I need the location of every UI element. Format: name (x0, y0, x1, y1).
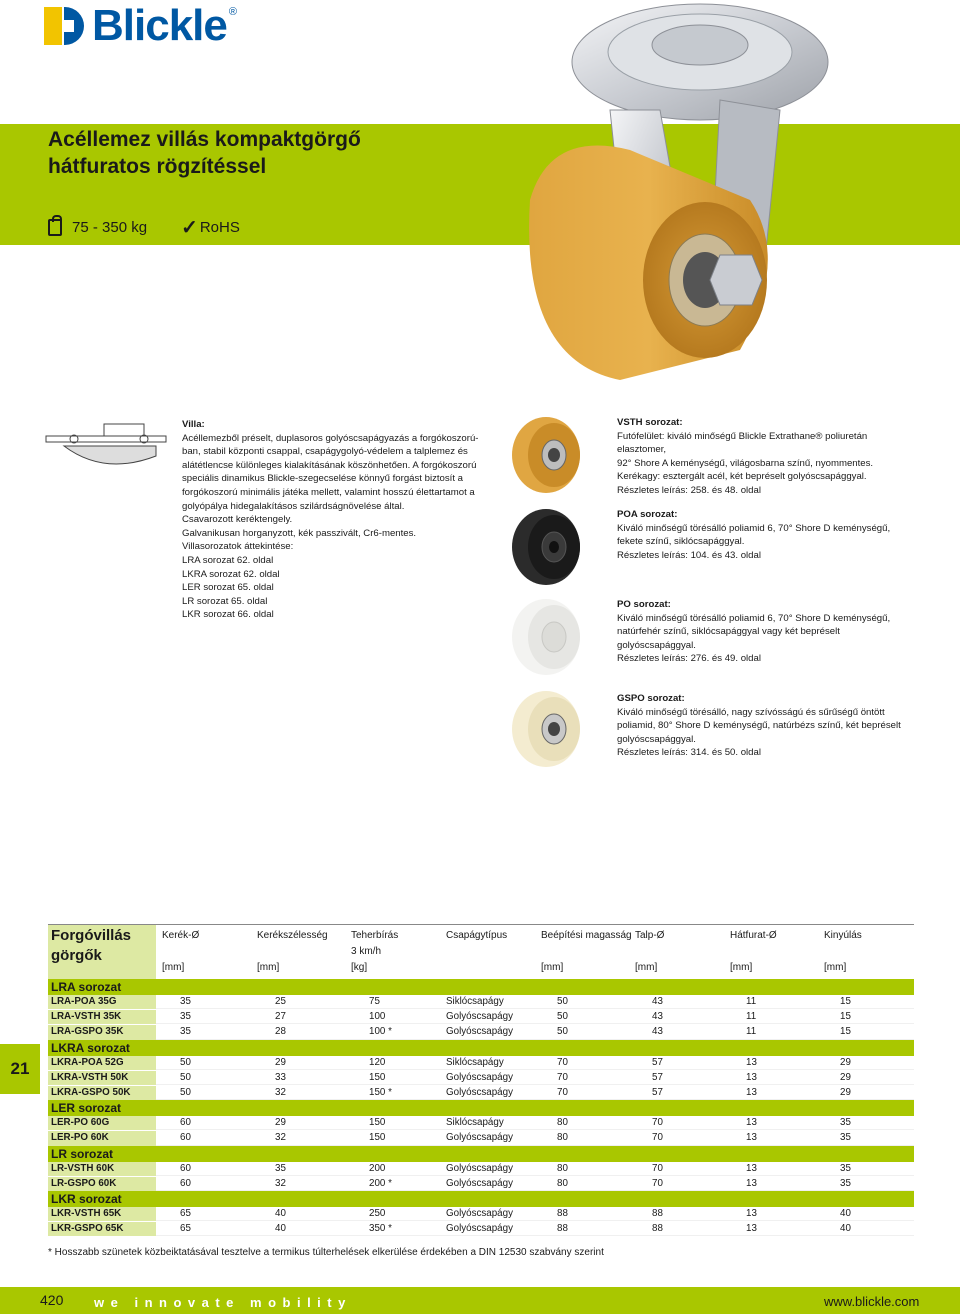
footer-url[interactable]: www.blickle.com (824, 1294, 920, 1309)
table-row (48, 995, 914, 1009)
fork-text-line: golyópálya hidegalakításos szilárdságnövelése által. (182, 500, 405, 512)
gspo-wheel-image (508, 688, 590, 770)
table-cell: 75 (369, 996, 380, 1007)
table-cell: Golyóscsapágy (446, 1086, 513, 1098)
table-row (48, 1070, 914, 1085)
article-number: LKRA-VSTH 50K (51, 1071, 129, 1083)
table-cell: 80 (557, 1177, 568, 1189)
brand-name: Blickle (92, 1, 227, 50)
po-wheel-image (508, 596, 590, 678)
table-cell: 29 (275, 1056, 286, 1068)
article-number: LKRA-POA 52G (51, 1056, 124, 1068)
column-header (162, 928, 199, 976)
table-cell: 43 (652, 1011, 663, 1023)
series-group-row (48, 979, 914, 995)
table-cell: 35 (180, 996, 191, 1007)
column-header-line: Beépítési magasság (541, 930, 632, 941)
table-row (48, 1085, 914, 1100)
table-cell: 70 (652, 1132, 663, 1144)
fork-text-line: speciális dinamikus Blickle-szegecselése könnyű forgást biztosít a (182, 473, 464, 485)
series-text-line: Kiváló minőségű törésálló poliamid 6, 70° Shore D keménységű, (617, 522, 891, 534)
fork-text-line: alátétlencse különleges kialakításának köszönhetően. A forgókoszorú (182, 459, 477, 471)
product-table (48, 924, 914, 1236)
table-cell: 35 (840, 1177, 851, 1189)
table-cell: Siklócsapágy (446, 1056, 504, 1068)
table-cell: 15 (840, 996, 851, 1007)
rohs-label: RoHS (199, 219, 240, 236)
table-cell: 35 (840, 1117, 851, 1129)
table-cell: 57 (652, 1056, 663, 1068)
column-header-line: 3 km/h (351, 946, 382, 957)
series-gspo (617, 692, 917, 760)
column-header-line: Teherbírás (351, 930, 399, 941)
table-cell: 57 (652, 1086, 663, 1098)
series-group-row (48, 1040, 914, 1056)
table-cell: 150 (369, 1117, 386, 1129)
table-cell: 13 (746, 1162, 757, 1174)
table-cell: 57 (652, 1071, 663, 1083)
table-cell: 200 * (369, 1177, 392, 1189)
table-cell: 11 (746, 1011, 757, 1023)
table-cell: Golyóscsapágy (446, 1026, 513, 1038)
table-cell: 65 (180, 1223, 191, 1235)
column-header-line: Talp-Ø (635, 930, 665, 941)
column-header-line: [mm] (635, 962, 658, 973)
table-cell: 13 (746, 1071, 757, 1083)
article-number: LR-VSTH 60K (51, 1162, 115, 1174)
table-cell: 33 (275, 1071, 286, 1083)
table-cell: 13 (746, 1117, 757, 1129)
column-header-line: [kg] (351, 962, 368, 973)
table-cell: 88 (652, 1223, 663, 1235)
table-cell: 88 (557, 1223, 568, 1235)
series-text-line: Kiváló minőségű törésálló poliamid 6, 70° Shore D keménységű, (617, 612, 891, 624)
table-cell: 40 (840, 1223, 851, 1235)
article-number: LKR-GSPO 65K (51, 1223, 124, 1235)
table-cell: 13 (746, 1223, 757, 1235)
series-group-row (48, 1191, 914, 1207)
table-cell: 50 (557, 996, 568, 1007)
table-cell: 13 (746, 1177, 757, 1189)
column-header-line: Hátfurat-Ø (730, 930, 777, 941)
article-number: LRA-VSTH 35K (51, 1011, 122, 1023)
title-line-1: Acéllemez villás kompaktgörgő (48, 128, 361, 151)
column-header (635, 928, 664, 976)
series-group-label: LKRA sorozat (51, 1040, 130, 1055)
brand-logo (44, 1, 237, 50)
series-group-label: LER sorozat (51, 1101, 122, 1116)
series-po (617, 598, 917, 666)
table-cell: 70 (557, 1071, 568, 1083)
table-cell: 35 (180, 1026, 191, 1038)
series-heading: PO sorozat: (617, 599, 671, 610)
column-header-line: Csapágytípus (446, 930, 508, 941)
series-text-line: golyóscsapággyal. (617, 639, 696, 651)
title-line-2: hátfuratos rögzítéssel (48, 155, 267, 178)
table-cell: 43 (652, 1026, 663, 1038)
column-header-line: [mm] (162, 962, 185, 973)
series-group-label: LRA sorozat (51, 980, 122, 994)
table-cell: 100 * (369, 1026, 392, 1038)
table-cell: 250 (369, 1207, 386, 1219)
column-header-line: [mm] (257, 962, 280, 973)
table-cell: 29 (840, 1071, 851, 1083)
table-cell: 88 (652, 1207, 663, 1219)
fork-text-line: ban, stabil központi csappal, csapágygolyó-védelem a talplemez és (182, 446, 468, 458)
table-cell: 25 (275, 996, 286, 1007)
table-cell: 120 (369, 1056, 386, 1068)
table-cell: 43 (652, 996, 663, 1007)
table-cell: 70 (652, 1117, 663, 1129)
table-header (48, 924, 914, 979)
table-row (48, 1221, 914, 1236)
column-header-line (541, 944, 632, 960)
table-cell: 28 (275, 1026, 286, 1038)
vsth-wheel-image (508, 414, 590, 496)
table-cell: 40 (840, 1207, 851, 1219)
article-number: LKR-VSTH 65K (51, 1207, 122, 1219)
blickle-logo-mark (44, 7, 86, 45)
table-cell: 50 (557, 1011, 568, 1023)
table-title-line-1: Forgóvillás (51, 927, 132, 944)
table-cell: 70 (652, 1162, 663, 1174)
series-group-label: LR sorozat (51, 1146, 114, 1161)
page-number: 420 (40, 1292, 64, 1308)
caster-product-image (490, 0, 850, 400)
page-title (48, 126, 478, 180)
table-cell: 13 (746, 1056, 757, 1068)
table-cell: Siklócsapágy (446, 1117, 504, 1129)
checkmark-icon: ✓ (181, 217, 198, 239)
section-number: 21 (10, 1059, 30, 1078)
table-cell: 60 (180, 1117, 191, 1129)
table-cell: 40 (275, 1223, 286, 1235)
column-header-line (257, 944, 328, 960)
table-cell: Golyóscsapágy (446, 1071, 513, 1083)
table-cell: 80 (557, 1162, 568, 1174)
load-range: 75 - 350 kg (72, 219, 148, 236)
table-cell: 60 (180, 1132, 191, 1144)
table-row (48, 1130, 914, 1145)
table-row (48, 1207, 914, 1221)
table-cell: Siklócsapágy (446, 996, 504, 1007)
fork-text-line: Galvanikusan horganyzott, kék passzivált, Cr6-mentes. (182, 527, 417, 539)
table-cell: 50 (180, 1086, 191, 1098)
series-text-line: Részletes leírás: 276. és 49. oldal (617, 653, 761, 665)
fork-text-line: Csavarozott keréktengely. (182, 514, 293, 526)
series-heading: POA sorozat: (617, 509, 678, 520)
table-cell: 50 (180, 1056, 191, 1068)
fork-heading: Villa: (182, 419, 205, 430)
table-cell: 29 (275, 1117, 286, 1129)
table-cell: 50 (180, 1071, 191, 1083)
article-number: LRA-GSPO 35K (51, 1026, 124, 1038)
weight-icon (48, 219, 62, 236)
table-cell: 80 (557, 1117, 568, 1129)
column-header-line (446, 944, 507, 960)
column-header (824, 928, 862, 976)
table-cell: 70 (557, 1056, 568, 1068)
table-cell: Golyóscsapágy (446, 1223, 513, 1235)
fork-text-line: LR sorozat 65. oldal (182, 595, 268, 607)
table-cell: 11 (746, 1026, 757, 1038)
series-text-line: Kerékagy: esztergált acél, két bepréselt golyóscsapággyal. (617, 471, 867, 483)
table-cell: 70 (652, 1177, 663, 1189)
section-tab (0, 1044, 40, 1094)
table-cell: 29 (840, 1086, 851, 1098)
series-text-line: golyóscsapággyal. (617, 733, 696, 745)
series-heading: VSTH sorozat: (617, 417, 683, 428)
series-heading: GSPO sorozat: (617, 693, 685, 704)
table-cell: 70 (557, 1086, 568, 1098)
table-cell: 88 (557, 1207, 568, 1219)
series-text-line: Részletes leírás: 104. és 43. oldal (617, 549, 761, 561)
fork-text-line: LER sorozat 65. oldal (182, 582, 274, 594)
table-cell: Golyóscsapágy (446, 1177, 513, 1189)
table-cell: 150 (369, 1132, 386, 1144)
series-text-line: poliamid, 80° Shore D keménységű, natúrbézs színű, két bepréselt (617, 720, 901, 732)
column-header-line (446, 960, 507, 976)
column-header (446, 928, 507, 976)
series-text-line: 92° Shore A keménységű, világosbarna színű, nyommentes. (617, 457, 874, 469)
registered-mark: ® (228, 6, 237, 18)
fork-text-line: LKR sorozat 66. oldal (182, 609, 274, 621)
column-header (730, 928, 777, 976)
table-row (48, 1056, 914, 1070)
table-row (48, 1162, 914, 1176)
table-cell: 350 * (369, 1223, 392, 1235)
table-cell: 35 (840, 1162, 851, 1174)
column-header (541, 928, 632, 976)
column-header (257, 928, 328, 976)
column-header-line (730, 944, 777, 960)
column-header-line: [mm] (541, 962, 564, 973)
table-cell: 35 (840, 1132, 851, 1144)
table-cell: 11 (746, 996, 757, 1007)
article-number: LKRA-GSPO 50K (51, 1086, 131, 1098)
table-cell: 13 (746, 1086, 757, 1098)
article-number: LRA-POA 35G (51, 996, 117, 1007)
series-vsth (617, 416, 917, 498)
table-cell: 32 (275, 1086, 286, 1098)
column-header-line: Kerékszélesség (257, 930, 328, 941)
table-row (48, 1024, 914, 1039)
column-header-line: Kerék-Ø (162, 930, 200, 941)
column-header-line (635, 944, 664, 960)
footer-slogan: we innovate mobility (94, 1295, 352, 1310)
table-cell: 100 (369, 1011, 386, 1023)
table-cell: Golyóscsapágy (446, 1162, 513, 1174)
table-cell: 35 (275, 1162, 286, 1174)
table-row (48, 1009, 914, 1024)
table-cell: 13 (746, 1207, 757, 1219)
table-cell: 27 (275, 1011, 286, 1023)
table-cell: 15 (840, 1026, 851, 1038)
series-group-label: LKR sorozat (51, 1191, 122, 1206)
column-header-line (162, 944, 199, 960)
fork-text-line: Villasorozatok áttekintése: (182, 541, 294, 553)
table-cell: 13 (746, 1132, 757, 1144)
table-row (48, 1116, 914, 1130)
column-header-line: [mm] (824, 962, 847, 973)
column-header (351, 928, 398, 976)
table-cell: Golyóscsapágy (446, 1011, 513, 1023)
table-cell: 150 (369, 1071, 386, 1083)
table-body (48, 979, 914, 1236)
table-cell: 60 (180, 1162, 191, 1174)
table-cell: 200 (369, 1162, 386, 1174)
series-text-line: Részletes leírás: 258. és 48. oldal (617, 484, 761, 496)
table-footnote: * Hosszabb szünetek közbeiktatásával tesztelve a termikus túlterhelések elkerülése érdekében a DIN 12530 szabvány szerint (48, 1247, 604, 1258)
table-cell: 32 (275, 1177, 286, 1189)
series-text-line: natúrfehér színű, siklócsapággyal vagy két bepréselt (617, 626, 840, 638)
fork-text-line: LRA sorozat 62. oldal (182, 554, 274, 566)
poa-wheel-image (508, 506, 590, 588)
column-header-line (824, 944, 862, 960)
table-title-cell (48, 925, 156, 979)
article-number: LER-PO 60G (51, 1117, 110, 1129)
table-cell: 60 (180, 1177, 191, 1189)
table-cell: 15 (840, 1011, 851, 1023)
series-text-line: Kiváló minőségű törésálló, nagy szívósságú és sűrűségű öntött (617, 706, 885, 718)
spec-badges (48, 215, 240, 240)
column-header-line: Kinyúlás (824, 930, 862, 941)
table-cell: 35 (180, 1011, 191, 1023)
table-cell: Golyóscsapágy (446, 1207, 513, 1219)
column-header-line: [mm] (730, 962, 753, 973)
series-group-row (48, 1100, 914, 1116)
series-text-line: fekete színű, siklócsapággyal. (617, 536, 745, 548)
article-number: LR-GSPO 60K (51, 1177, 117, 1189)
series-group-row (48, 1146, 914, 1162)
fork-description (182, 418, 512, 622)
table-cell: 80 (557, 1132, 568, 1144)
table-row (48, 1176, 914, 1191)
fork-text-line: LKRA sorozat 62. oldal (182, 568, 280, 580)
table-cell: 40 (275, 1207, 286, 1219)
table-title-line-2: görgők (51, 947, 102, 964)
series-text-line: Részletes leírás: 314. és 50. oldal (617, 747, 761, 759)
fork-text-line: forgókoszorú minimális játéka mellett, valamint hosszú élettartamot a (182, 486, 475, 498)
article-number: LER-PO 60K (51, 1132, 109, 1144)
fork-technical-drawing (44, 418, 174, 478)
table-cell: 65 (180, 1207, 191, 1219)
series-poa (617, 508, 917, 562)
fork-text-line: Acéllemezből préselt, duplasoros golyóscsapágyazás a forgókoszorú- (182, 432, 479, 444)
table-cell: 150 * (369, 1086, 392, 1098)
series-text-line: Futófelület: kiváló minőségű Blickle Extrathane® poliuretán elasztomer, (617, 430, 868, 456)
table-cell: 50 (557, 1026, 568, 1038)
table-cell: 29 (840, 1056, 851, 1068)
table-cell: 32 (275, 1132, 286, 1144)
table-cell: Golyóscsapágy (446, 1132, 513, 1144)
